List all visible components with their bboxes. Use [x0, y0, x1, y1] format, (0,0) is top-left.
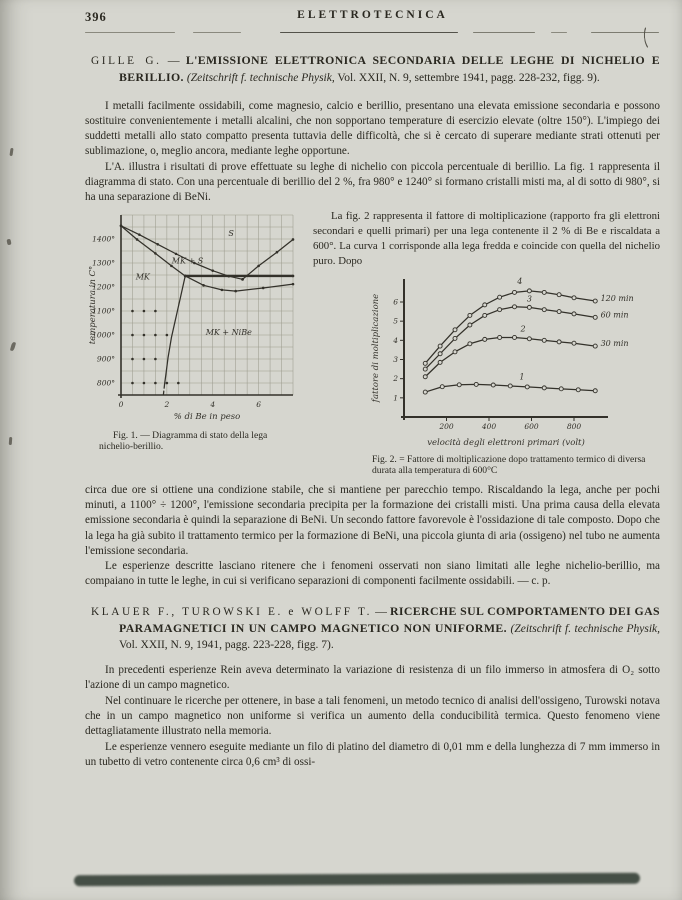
svg-text:S: S: [228, 228, 234, 238]
svg-text:2: 2: [164, 399, 170, 409]
svg-text:2: 2: [520, 324, 526, 334]
svg-text:1: 1: [393, 393, 398, 403]
svg-text:120 min: 120 min: [600, 293, 634, 303]
header-rule: [85, 30, 660, 38]
article-1: [85, 53, 660, 590]
article-2: [85, 604, 660, 770]
svg-text:1200°: 1200°: [92, 282, 115, 292]
article-2-title: RICERCHE SUL COMPORTAMENTO DEI GAS PARAMAGNETICI IN UN CAMPO MAGNETICO NON UNIFORME.: [119, 603, 660, 635]
svg-text:1100°: 1100°: [92, 306, 115, 316]
svg-text:MK: MK: [135, 271, 150, 281]
figures-row: [85, 209, 660, 477]
svg-text:6: 6: [393, 297, 398, 307]
svg-text:5: 5: [393, 316, 398, 326]
article-2-heading: [91, 604, 660, 654]
fig2-multiplication-factor-chart: [368, 271, 660, 449]
figure-2: [313, 271, 660, 477]
article-2-paragraph-3: Le esperienze vennero eseguite mediante un filo di platino del diametro di 0,01 mm e della lunghezza di 7 mm immerso in un tubetto di vetro contenente circa 0,6 cm³ di ossi-: [85, 740, 660, 768]
svg-text:1: 1: [519, 372, 525, 382]
article-1-reference: (Zeitschrift f. technische Physik, Vol. XXII, N. 9, settembre 1941, pagg. 228-232, figg. 9).: [186, 71, 600, 84]
svg-text:900°: 900°: [96, 354, 115, 364]
svg-text:6: 6: [256, 399, 261, 409]
svg-text:1300°: 1300°: [92, 258, 115, 268]
heading-dash: —: [167, 53, 180, 67]
svg-text:30 min: 30 min: [600, 338, 629, 348]
svg-text:3: 3: [393, 354, 398, 364]
svg-text:4: 4: [210, 399, 216, 409]
svg-text:MK + S: MK + S: [171, 256, 204, 266]
article-1-heading: [91, 53, 660, 87]
svg-text:400: 400: [481, 421, 497, 431]
article-1-authors: GILLE G.: [91, 55, 162, 67]
article-1-paragraph-3: circa due ore si ottiene una condizione stabile, che si mantiene per parecchio tempo. Riscaldando la lega, anche per pochi minuti, a 1100° ÷ 1200°, l'emissione secondaria precipita per la formazione dei cristalli misti. Una prima causa della elevata emissione secondaria è quindi la separazione di BeNi. Un secondo fattore favorevole è l'ossidazione di tale composto. Dopo che la lega ha già subito il trattamento termico per la formazione di BeNi, una piccola giunta di aria (ossigeno) nel tubo ne aumenta l'emissione secondaria.: [85, 483, 660, 557]
article-2-reference: (Zeitschrift f. technische Physik, Vol. XXII, N. 9, 1941, pagg. 223-228, figg. 7).: [119, 622, 660, 652]
figure-1: [85, 209, 303, 453]
article-1-paragraph-2: L'A. illustra i risultati di prove effettuate su leghe di nichelio con piccola percentuale di berillio. La fig. 1 rappresenta il diagramma di stato. Con una percentuale di berillio del 2 %, fra 980° e 1240° si formano cristalli misti ma, al di sotto di 980°, si ha una separazione di BeNi.: [85, 160, 660, 204]
scan-bottom-bar: [74, 873, 640, 886]
article-1-title: L'EMISSIONE ELETTRONICA SECONDARIA DELLE LEGHE DI NICHELIO E BERILLIO.: [119, 53, 660, 84]
article-2-authors: KLAUER F., TUROWSKI E. e WOLFF T.: [91, 605, 373, 618]
margin-mark: [9, 437, 13, 445]
svg-text:0: 0: [118, 399, 124, 409]
svg-text:60 min: 60 min: [600, 310, 629, 320]
page-header: [85, 8, 660, 26]
svg-text:velocità degli elettroni prima: velocità degli elettroni primari (volt): [427, 437, 585, 448]
figure-1-caption: Fig. 1. — Diagramma di stato della lega nichelio-berillio.: [99, 429, 268, 453]
article-1-paragraph-4: Le esperienze descritte lasciano ritenere che i fenomeni osservati non siano limitati alle leghe nichelio-berillio, ma compaiano in tutte le leghe, in cui si verificano separazioni di componenti facilmente ossidabili. — c. p.: [85, 560, 660, 588]
heading-dash: —: [375, 603, 387, 618]
svg-text:2: 2: [393, 373, 398, 383]
svg-text:4: 4: [393, 335, 398, 345]
article-1-paragraph-1: I metalli facilmente ossidabili, come magnesio, calcio e berillio, presentano una elevata emissione secondaria e possono sostituire convenientemente i metalli alcalini, che non sopportano temperature di esercizio elevate (oltre 150°). L'impiego dei suddetti metalli allo stato compatto presenta tuttavia delle difficoltà, che si è cercato di superare mediante strati ottenuti per sublimazione, o, meglio ancora, mediante leghe opportune.: [85, 99, 660, 158]
svg-text:200: 200: [439, 421, 454, 431]
article-1-side-text: La fig. 2 rappresenta il fattore di moltiplicazione (rapporto fra gli elettroni secondari e quelli primari) per una lega contenente il 2 % di Be e riscaldata a 600°. La curva 1 corrisponde alla lega fredda e coincide con quella del nichelio puro. Dopo: [313, 209, 660, 267]
svg-text:MK + NiBe: MK + NiBe: [205, 327, 252, 337]
article-2-paragraph-1: In precedenti esperienze Rein aveva determinato la variazione di resistenza di un filo immerso in atmosfera di O₂ sotto l'azione di un campo magnetico.: [85, 664, 660, 692]
article-2-paragraph-2: Nel continuare le ricerche per ottenere, in base a tali fenomeni, un metodo tecnico di analisi dell'ossigeno, Turowski notava che in un campo magnetico non uniforme si verifica un aumento della conducibilità termica. Questo fenomeno viene dettagliatamente illustrato nella memoria.: [85, 694, 660, 738]
svg-text:800: 800: [566, 421, 582, 431]
journal-title: ELETTROTECNICA: [297, 9, 448, 21]
svg-text:3: 3: [526, 294, 532, 304]
page-number: 396: [85, 10, 107, 24]
svg-text:800°: 800°: [96, 378, 115, 388]
svg-text:temperatura in C°: temperatura in C°: [88, 265, 98, 344]
svg-text:fattore di moltiplicazione: fattore di moltiplicazione: [371, 293, 381, 402]
figure-2-caption: Fig. 2. = Fattore di moltiplicazione dopo trattamento termico di diversa durata alla temperatura di 600°C: [372, 453, 646, 477]
fig1-phase-diagram-chart: [85, 209, 301, 423]
svg-text:4: 4: [517, 276, 523, 286]
svg-text:600: 600: [524, 421, 539, 431]
svg-text:1400°: 1400°: [92, 234, 115, 244]
svg-text:1000°: 1000°: [92, 330, 115, 340]
svg-text:% di Be in peso: % di Be in peso: [173, 411, 241, 422]
